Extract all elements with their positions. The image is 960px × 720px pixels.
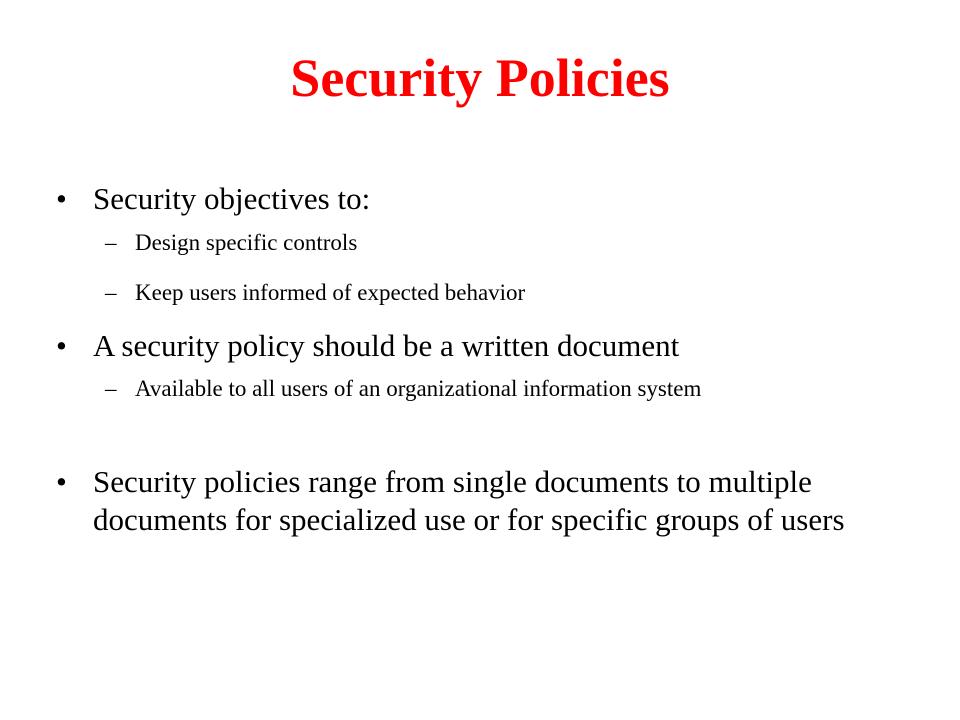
- dash-marker: –: [105, 280, 117, 305]
- bullet-marker: •: [56, 464, 67, 499]
- sub-bullet-text: Design specific controls: [135, 230, 358, 255]
- bullet-item: [56, 180, 903, 218]
- bullet-marker: •: [56, 181, 67, 216]
- bullet-text: A security policy should be a written document: [93, 328, 680, 363]
- dash-marker: –: [105, 376, 117, 401]
- bullet-item: [56, 463, 903, 539]
- dash-marker: –: [105, 230, 117, 255]
- bullet-item: [56, 327, 903, 365]
- sub-bullet-text: Available to all users of an organizational information system: [135, 376, 702, 401]
- slide-title: Security Policies: [290, 48, 670, 108]
- bullet-marker: •: [56, 328, 67, 363]
- sub-bullet-item: [105, 375, 855, 403]
- bullet-text: Security objectives to:: [93, 181, 371, 216]
- sub-bullet-item: [105, 229, 855, 257]
- sub-bullet-text: Keep users informed of expected behavior: [135, 280, 526, 305]
- bullet-text: Security policies range from single documents to multiple documents for specialized use or for specific groups of users: [93, 464, 845, 537]
- sub-bullet-item: [105, 279, 855, 307]
